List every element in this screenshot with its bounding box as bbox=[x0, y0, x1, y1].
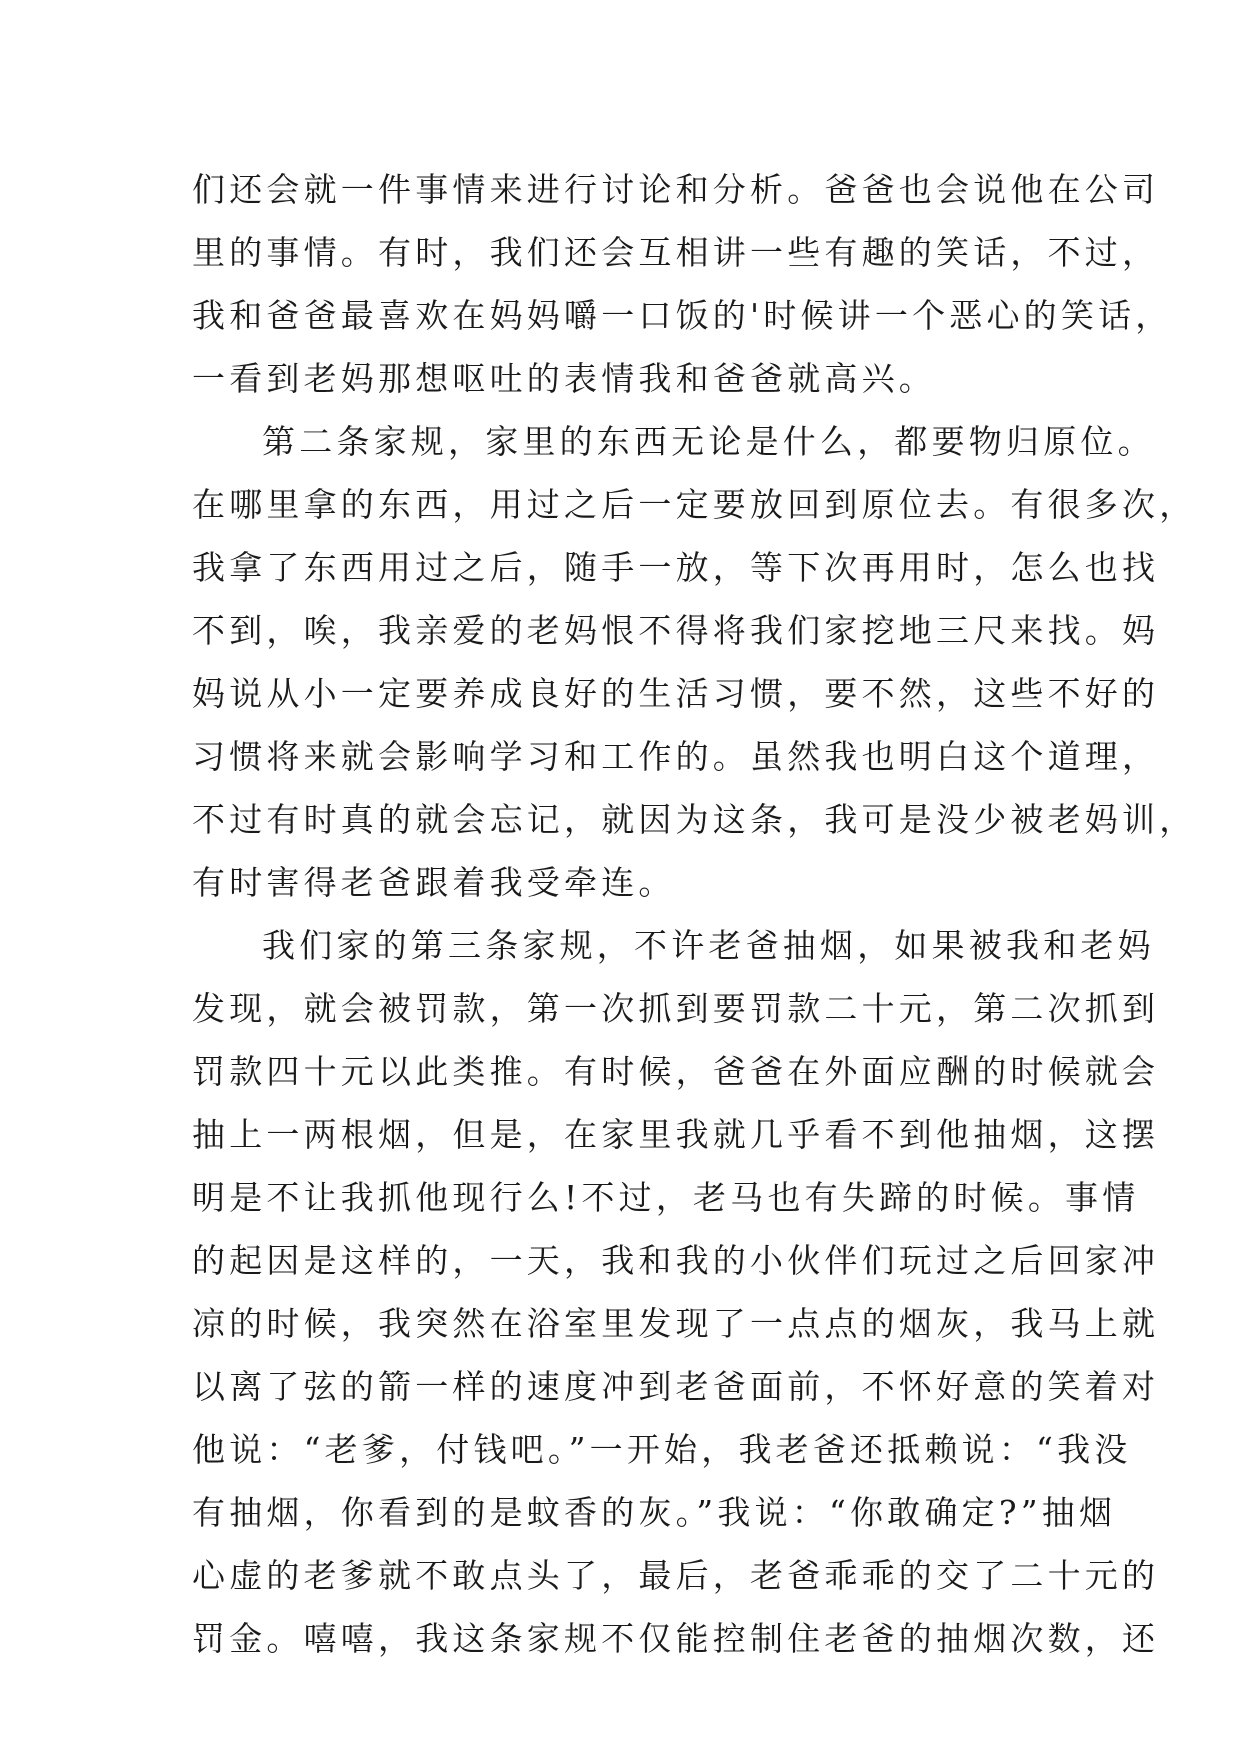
text-line: 不到，唉，我亲爱的老妈恨不得将我们家挖地三尺来找。妈 bbox=[192, 611, 1160, 650]
text-line: 在哪里拿的东西，用过之后一定要放回到原位去。有很多次， bbox=[192, 485, 1197, 524]
text-line: 抽上一两根烟，但是，在家里我就几乎看不到他抽烟，这摆 bbox=[192, 1115, 1160, 1154]
text-line: 习惯将来就会影响学习和工作的。虽然我也明白这个道理， bbox=[192, 737, 1160, 776]
text-line: 心虚的老爹就不敢点头了，最后，老爸乖乖的交了二十元的 bbox=[192, 1556, 1160, 1595]
text-line: 发现，就会被罚款，第一次抓到要罚款二十元，第二次抓到 bbox=[192, 989, 1160, 1028]
text-line: 我们家的第三条家规，不许老爸抽烟，如果被我和老妈 bbox=[262, 926, 1155, 965]
text-line: 第二条家规，家里的东西无论是什么，都要物归原位。 bbox=[262, 422, 1155, 461]
text-line: 罚金。嘻嘻，我这条家规不仅能控制住老爸的抽烟次数，还 bbox=[192, 1619, 1160, 1658]
paragraph-3 bbox=[192, 914, 1160, 1670]
text-line: 我拿了东西用过之后，随手一放，等下次再用时，怎么也找 bbox=[192, 548, 1160, 587]
text-line: 不过有时真的就会忘记，就因为这条，我可是没少被老妈训， bbox=[192, 800, 1197, 839]
text-line: 他说：“老爹，付钱吧。”一开始，我老爸还抵赖说：“我没 bbox=[192, 1430, 1132, 1469]
text-line: 一看到老妈那想呕吐的表情我和爸爸就高兴。 bbox=[192, 359, 936, 398]
text-line: 的起因是这样的，一天，我和我的小伙伴们玩过之后回家冲 bbox=[192, 1241, 1160, 1280]
paragraph-1 bbox=[192, 158, 1173, 410]
text-line: 凉的时候，我突然在浴室里发现了一点点的烟灰，我马上就 bbox=[192, 1304, 1160, 1343]
document-body bbox=[192, 158, 1197, 1670]
text-line: 里的事情。有时，我们还会互相讲一些有趣的笑话，不过， bbox=[192, 233, 1160, 272]
text-line: 我和爸爸最喜欢在妈妈嚼一口饭的'时候讲一个恶心的笑话， bbox=[192, 296, 1173, 335]
text-line: 明是不让我抓他现行么!不过，老马也有失蹄的时候。事情 bbox=[192, 1178, 1140, 1217]
text-line: 妈说从小一定要养成良好的生活习惯，要不然，这些不好的 bbox=[192, 674, 1160, 713]
text-line: 以离了弦的箭一样的速度冲到老爸面前，不怀好意的笑着对 bbox=[192, 1367, 1160, 1406]
text-line: 有抽烟，你看到的是蚊香的灰。”我说：“你敢确定?”抽烟 bbox=[192, 1493, 1117, 1532]
text-line: 们还会就一件事情来进行讨论和分析。爸爸也会说他在公司 bbox=[192, 170, 1160, 209]
paragraph-2 bbox=[192, 410, 1197, 914]
text-line: 有时害得老爸跟着我受牵连。 bbox=[192, 863, 676, 902]
text-line: 罚款四十元以此类推。有时候，爸爸在外面应酬的时候就会 bbox=[192, 1052, 1160, 1091]
